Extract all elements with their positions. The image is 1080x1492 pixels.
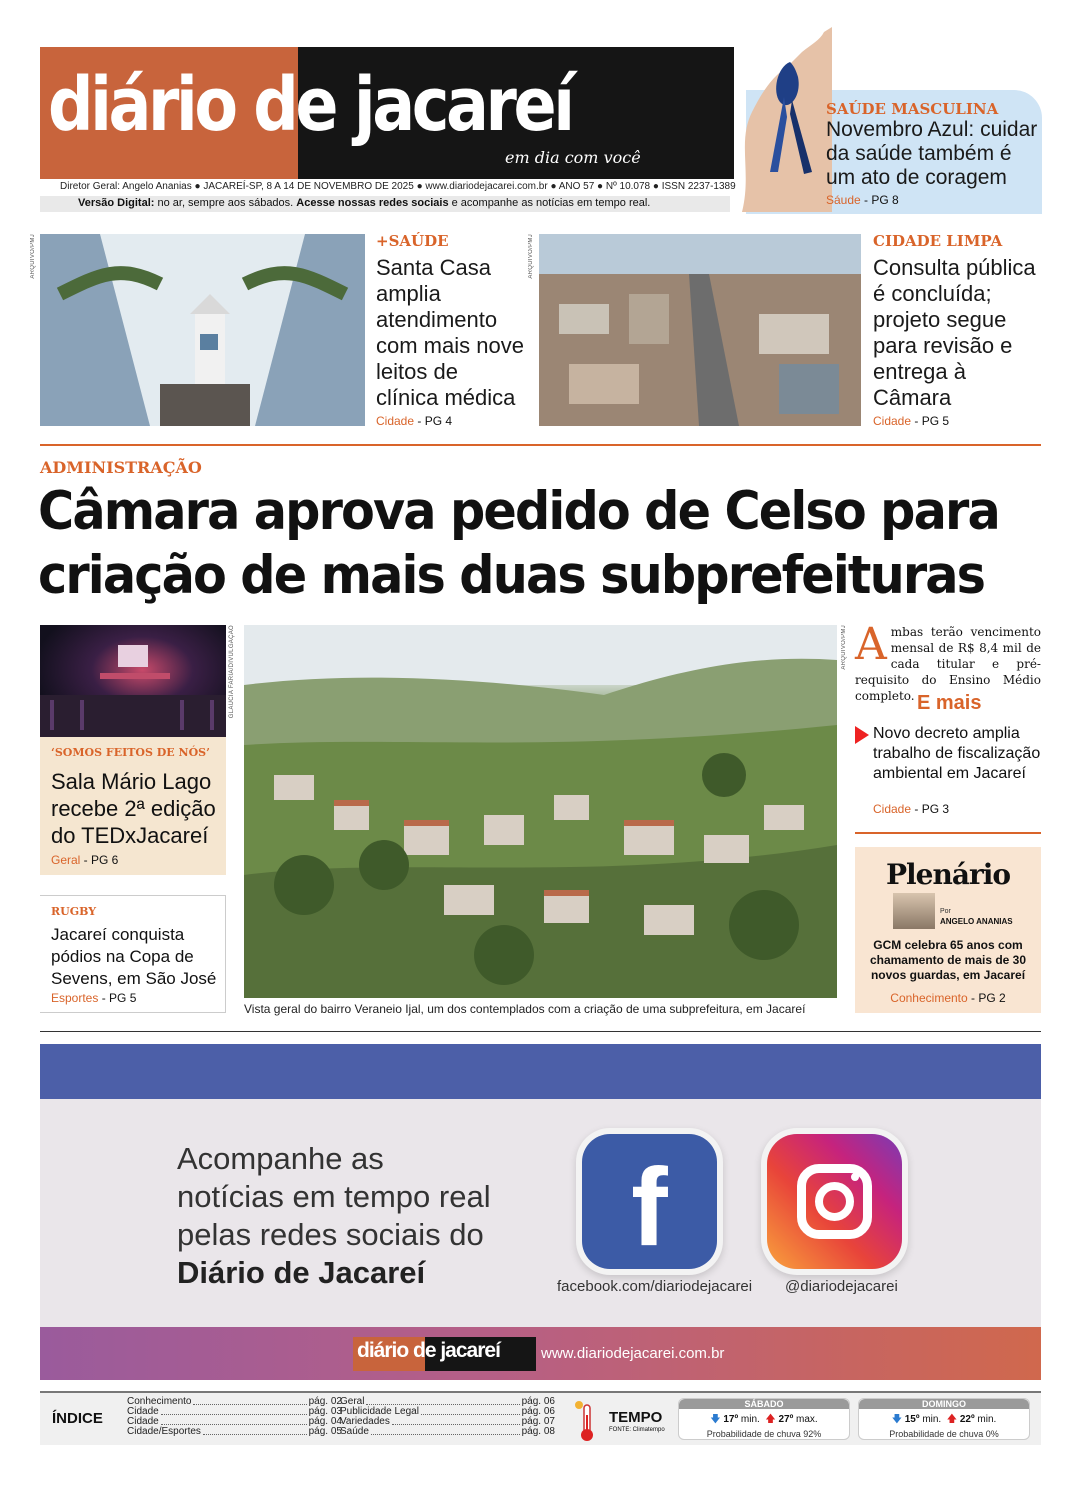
index-page: pág. 02 bbox=[308, 1396, 342, 1407]
index-column bbox=[127, 1397, 342, 1437]
facebook-f-glyph: f bbox=[631, 1146, 668, 1269]
index-leader bbox=[193, 1397, 306, 1405]
index-leader bbox=[161, 1417, 307, 1425]
weather-day-sunday bbox=[858, 1398, 1030, 1440]
index-row[interactable] bbox=[127, 1427, 342, 1437]
story2-headline[interactable]: Consulta pública é concluída; projeto segue para revisão e entrega à Câmara bbox=[873, 255, 1036, 410]
emais-page-ref: Cidade - PG 3 bbox=[873, 802, 950, 816]
digital-social-label[interactable]: Acesse nossas redes sociais bbox=[296, 197, 449, 209]
digital-text2: e acompanhe as notícias em tempo real. bbox=[448, 197, 651, 209]
index-leader bbox=[421, 1407, 520, 1415]
index-column bbox=[340, 1397, 555, 1437]
weather-label: TEMPO bbox=[609, 1409, 663, 1426]
tedx-headline[interactable]: Sala Mário Lago recebe 2ª edição do TEDxJacareí bbox=[51, 769, 216, 848]
main-headline-line1: Câmara aprova pedido de Celso para bbox=[38, 481, 999, 542]
arrow-down-icon: 🡇 bbox=[710, 1414, 721, 1425]
index-section: Conhecimento bbox=[127, 1396, 192, 1407]
weather-day-name: DOMINGO bbox=[859, 1399, 1029, 1409]
rugby-kicker: RUGBY bbox=[51, 905, 97, 918]
instagram-dot bbox=[851, 1173, 859, 1181]
index-row[interactable] bbox=[340, 1427, 555, 1437]
index-page: pág. 06 bbox=[521, 1406, 555, 1417]
digital-text1: no ar, sempre aos sábados. bbox=[154, 197, 297, 209]
story1-kicker: +SAÚDE bbox=[376, 232, 449, 250]
instagram-handle[interactable]: @diariodejacarei bbox=[785, 1278, 898, 1295]
index-page: pág. 05 bbox=[308, 1426, 342, 1437]
saude-masculina-page-ref: Sáude - PG 8 bbox=[826, 193, 899, 207]
digital-version-bar bbox=[40, 196, 730, 212]
ribbon-icon bbox=[732, 22, 832, 212]
photo-credit: ARQUIVO/PMJ bbox=[841, 625, 847, 670]
weather-temps: 🡇 17º min. 🡅 27º max. bbox=[710, 1414, 818, 1425]
author-name: ANGELO ANANIAS bbox=[940, 917, 1013, 926]
index-page: pág. 08 bbox=[521, 1426, 555, 1437]
thermometer-icon bbox=[573, 1399, 595, 1443]
index-label: ÍNDICE bbox=[52, 1410, 103, 1427]
masthead-tagline: em dia com você bbox=[505, 148, 641, 167]
index-leader bbox=[366, 1397, 519, 1405]
emais-header: E mais bbox=[917, 692, 982, 714]
masthead-title[interactable]: diário de jacareí bbox=[48, 62, 572, 148]
divider bbox=[40, 1031, 1041, 1032]
ad-top-band bbox=[40, 1044, 1041, 1099]
divider bbox=[40, 444, 1041, 446]
weather-day-saturday bbox=[678, 1398, 850, 1440]
weather-rain: Probabilidade de chuva 0% bbox=[889, 1429, 999, 1439]
weather-day-name: SÁBADO bbox=[679, 1399, 849, 1409]
veraneio-ijal-photo[interactable] bbox=[244, 625, 837, 998]
index-leader bbox=[392, 1417, 520, 1425]
tedx-kicker: ‘SOMOS FEITOS DE NÓS’ bbox=[51, 746, 210, 759]
instagram-lens bbox=[815, 1182, 854, 1221]
main-kicker: ADMINISTRAÇÃO bbox=[40, 458, 202, 477]
drop-cap: A bbox=[855, 619, 887, 670]
photo-credit: GLAUCIA FARIA/DIVULGAÇÃO bbox=[229, 625, 235, 719]
index-page: pág. 03 bbox=[308, 1406, 342, 1417]
ad-url[interactable]: www.diariodejacarei.com.br bbox=[541, 1345, 725, 1362]
story1-headline[interactable]: Santa Casa amplia atendimento com mais nove leitos de clínica médica bbox=[376, 255, 524, 410]
tedx-page-ref: Geral - PG 6 bbox=[51, 853, 119, 867]
facebook-handle[interactable]: facebook.com/diariodejacarei bbox=[557, 1278, 753, 1295]
index-section: Variedades bbox=[340, 1416, 390, 1427]
arrow-up-icon: 🡅 bbox=[765, 1414, 776, 1425]
weather-temps: 🡇 15º min. 🡅 22º min. bbox=[891, 1414, 997, 1425]
index-leader bbox=[203, 1427, 307, 1435]
story2-page-ref: Cidade - PG 5 bbox=[873, 414, 950, 428]
plenario-page-ref: Conhecimento - PG 2 bbox=[890, 991, 1006, 1005]
ad-line: notícias em tempo real bbox=[177, 1179, 491, 1214]
photo-credit: ARQUIVO/PMJ bbox=[30, 234, 36, 279]
index-leader bbox=[371, 1427, 520, 1435]
weather-rain: Probabilidade de chuva 92% bbox=[706, 1429, 822, 1439]
rugby-page-ref: Esportes - PG 5 bbox=[51, 991, 137, 1005]
ad-line: pelas redes sociais do bbox=[177, 1217, 484, 1252]
main-lead-text: mbas terão vencimento mensal de R$ 8,4 mil de cada titular e pré-requisito do Ensino Médio completo. bbox=[855, 625, 1041, 703]
index-section: Cidade bbox=[127, 1406, 159, 1417]
index-section: Cidade/Esportes bbox=[127, 1426, 201, 1437]
ad-text bbox=[177, 1140, 557, 1292]
author-avatar bbox=[893, 893, 935, 929]
divider bbox=[855, 832, 1041, 834]
index-page: pág. 07 bbox=[521, 1416, 555, 1427]
plenario-headline[interactable]: GCM celebra 65 anos com chamamento de mais de 30 novos guardas, em Jacareí bbox=[869, 938, 1027, 982]
saude-masculina-headline[interactable]: Novembro Azul: cuidar da saúde também é um ato de coragem bbox=[826, 118, 1038, 189]
index-section: Publicidade Legal bbox=[340, 1406, 419, 1417]
ad-logo-text: diário de jacareí bbox=[357, 1339, 500, 1362]
main-headline[interactable] bbox=[38, 480, 999, 608]
arrow-down-icon: 🡇 bbox=[891, 1414, 902, 1425]
triangle-bullet-icon bbox=[855, 726, 869, 744]
santa-casa-photo[interactable] bbox=[40, 234, 365, 426]
main-photo-caption: Vista geral do bairro Veraneio Ijal, um dos contemplados com a criação de uma subprefeitura, em Jacareí bbox=[244, 1002, 806, 1016]
index-page: pág. 06 bbox=[521, 1396, 555, 1407]
weather-source: FONTE: Climatempo bbox=[609, 1427, 665, 1433]
saude-masculina-kicker: SAÚDE MASCULINA bbox=[826, 100, 999, 118]
index-section: Geral bbox=[340, 1396, 365, 1407]
index-section: Saúde bbox=[340, 1426, 369, 1437]
masthead-info-line: Diretor Geral: Angelo Ananias ● JACAREÍ-SP, 8 A 14 DE NOVEMBRO DE 2025 ● www.diariodejacarei.com.br ● ANO 57 ● Nº 10.078 ● ISSN 2237-1389 bbox=[60, 181, 736, 192]
plenario-header: Plenário bbox=[885, 858, 1011, 891]
story2-kicker: CIDADE LIMPA bbox=[873, 232, 1003, 250]
tedx-photo[interactable] bbox=[40, 625, 226, 737]
digital-label: Versão Digital: bbox=[78, 197, 155, 209]
main-headline-line2: criação de mais duas subprefeituras bbox=[38, 545, 985, 606]
rugby-headline[interactable]: Jacareí conquista pódios na Copa de Sevens, em São José bbox=[51, 925, 217, 988]
emais-headline[interactable]: Novo decreto amplia trabalho de fiscalização ambiental em Jacareí bbox=[873, 725, 1041, 782]
index-leader bbox=[161, 1407, 307, 1415]
arrow-up-icon: 🡅 bbox=[946, 1414, 958, 1425]
photo-credit: ARQUIVO/PMJ bbox=[528, 234, 534, 279]
index-page: pág. 04 bbox=[308, 1416, 342, 1427]
index-section: Cidade bbox=[127, 1416, 159, 1427]
story1-page-ref: Cidade - PG 4 bbox=[376, 414, 453, 428]
city-aerial-photo[interactable] bbox=[539, 234, 861, 426]
ad-brand: Diário de Jacareí bbox=[177, 1255, 426, 1290]
ad-line: Acompanhe as bbox=[177, 1141, 384, 1176]
author-by-label: Por bbox=[940, 908, 951, 915]
